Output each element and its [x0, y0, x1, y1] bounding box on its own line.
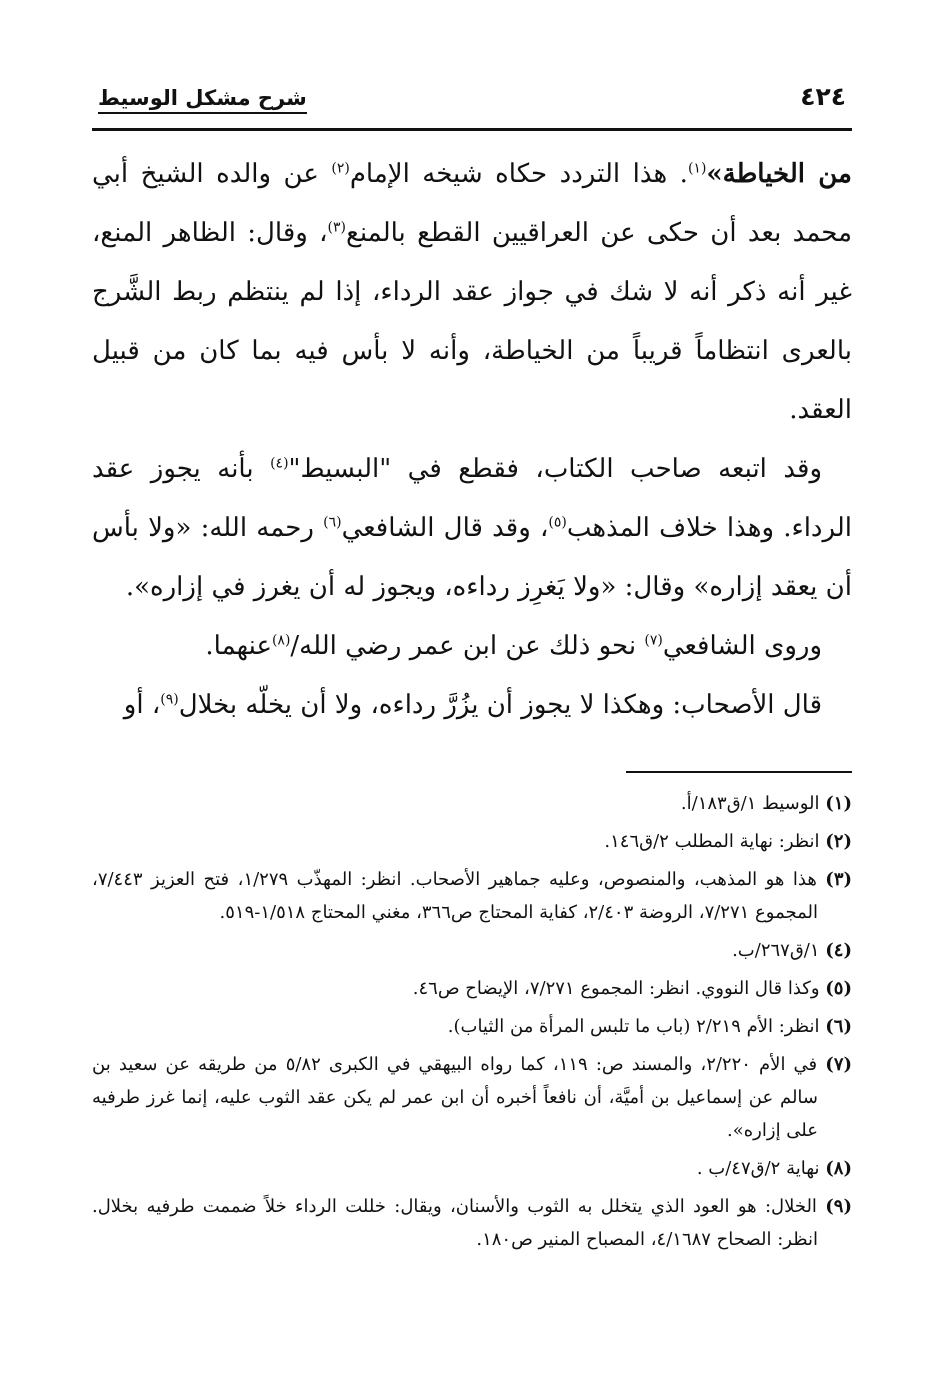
- footnote-number: (٥): [825, 978, 852, 999]
- footnote-number: (٣): [825, 869, 853, 890]
- main-text: [92, 145, 852, 735]
- footnote-ref-4: (٤): [270, 455, 289, 472]
- page-number: ٤٢٤: [800, 82, 846, 111]
- footnote-number: (٧): [825, 1054, 853, 1075]
- footnote-text: انظر: نهاية المطلب ٢/ق١٤٦.: [604, 831, 820, 852]
- footnote-item: [92, 1152, 852, 1185]
- footnote-text: الخلال: هو العود الذي يتخلل به الثوب والأسنان، ويقال: خللت الرداء خلاً ضممت طرفيه بخلال. انظر: الصحاح ٤/١٦٨٧، المصباح المنير ص١٨٠.: [92, 1196, 818, 1250]
- footnote-text: نهاية ٢/ق٤٧/ب .: [696, 1158, 820, 1179]
- footnote-item: [92, 1190, 852, 1256]
- footnote-ref-3: (٣): [327, 219, 346, 236]
- footnote-item: [92, 934, 852, 967]
- footnote-text: هذا هو المذهب، والمنصوص، وعليه جماهير الأصحاب. انظر: المهذّب ١/٢٧٩، فتح العزيز ٧/٤٤٣، المجموع ٧/٢٧١، الروضة ٢/٤٠٣، كفاية المحتاج ص٣٦٦، مغني المحتاج ١/٥١٨-٥١٩.: [92, 869, 818, 923]
- footnote-item: [92, 1010, 852, 1043]
- paragraph-4-text-a: قال الأصحاب: وهكذا لا يجوز أن يزُرَّ رداءه، ولا أن يخلّه بخلال: [178, 690, 822, 720]
- footnote-separator: [626, 771, 852, 773]
- footnote-text: ١/ق٢٦٧/ب.: [732, 940, 820, 961]
- footnote-number: (٦): [825, 1016, 852, 1037]
- footnote-ref-1: (١): [687, 160, 707, 177]
- footnote-item: [92, 825, 852, 858]
- footnote-text: وكذا قال النووي. انظر: المجموع ٧/٢٧١، الإيضاح ص٤٦.: [412, 978, 820, 999]
- footnote-item: [92, 1048, 852, 1147]
- footnote-number: (٩): [825, 1196, 852, 1217]
- quote-end-bold: من الخياطة»: [706, 159, 852, 189]
- footnote-item: [92, 972, 852, 1005]
- paragraph-4-text-b: ، أو: [123, 690, 161, 720]
- footnote-item: [92, 863, 852, 929]
- paragraph-3-text-a: وروى الشافعي: [662, 631, 822, 661]
- footnote-text: في الأم ٢/٢٢٠، والمسند ص: ١١٩، كما رواه البيهقي في الكبرى ٥/٨٢ من طريقه عن سعيد بن سالم عن إسماعيل بن أميَّة، أن نافعاً أخبره أن ابن عمر لم يكن عقد الثوب عليه، إنما غرز طرفيه على إزاره».: [92, 1054, 818, 1141]
- footnote-number: (٤): [825, 940, 852, 961]
- footnote-ref-5: (٥): [548, 514, 567, 531]
- paragraph-2-text-a: وقد اتبعه صاحب الكتاب، فقطع في "البسيط": [288, 454, 823, 484]
- footnotes: [92, 787, 852, 1256]
- paragraph-3: [92, 617, 852, 676]
- footnote-text: الوسيط ١/ق١٨٣/أ.: [680, 793, 820, 814]
- book-title: شرح مشكل الوسيط: [98, 86, 307, 114]
- document-page: [92, 80, 852, 1261]
- paragraph-1-text-c: ، وقال: الظاهر المنع، غير أنه ذكر أنه لا شك في جواز عقد الرداء، إذا لم ينتظم ربط الشَّرج بالعرى انتظاماً قريباً من الخياطة، وأنه لا بأس فيه بما كان من قبيل العقد.: [92, 218, 852, 425]
- footnote-number: (٨): [825, 1158, 852, 1179]
- footnote-ref-9: (٩): [160, 691, 179, 708]
- paragraph-2: [92, 440, 852, 617]
- paragraph-4: [92, 676, 852, 735]
- footnote-ref-7: (٧): [644, 632, 663, 649]
- footnote-number: (١): [825, 793, 852, 814]
- paragraph-1-text-a: . هذا التردد حكاه شيخه الإمام: [349, 159, 688, 189]
- footnote-ref-6: (٦): [323, 514, 342, 531]
- paragraph-1-text-b: عن والده الشيخ أبي محمد بعد أن حكى عن العراقيين القطع بالمنع: [92, 159, 852, 248]
- paragraph-1: [92, 145, 852, 440]
- paragraph-2-text-c: ، وقد قال الشافعي: [341, 513, 549, 543]
- footnote-item: [92, 787, 852, 820]
- paragraph-2-text-b: بأنه يجوز عقد الرداء. وهذا خلاف المذهب: [92, 454, 853, 543]
- footnote-text: انظر: الأم ٢/٢١٩ (باب ما تلبس المرأة من الثياب).: [447, 1016, 820, 1037]
- running-header: [92, 80, 852, 131]
- paragraph-2-text-d: رحمه الله: «ولا بأس أن يعقد إزاره» وقال: «ولا يَغرِز رداءه، ويجوز له أن يغرز في إزاره».: [92, 513, 852, 602]
- paragraph-3-text-c: عنهما.: [205, 631, 272, 661]
- paragraph-3-text-b: نحو ذلك عن ابن عمر رضي الله/: [290, 631, 645, 661]
- footnote-ref-8: (٨): [271, 632, 291, 649]
- footnote-number: (٢): [825, 831, 852, 852]
- footnote-ref-2: (٢): [331, 160, 350, 177]
